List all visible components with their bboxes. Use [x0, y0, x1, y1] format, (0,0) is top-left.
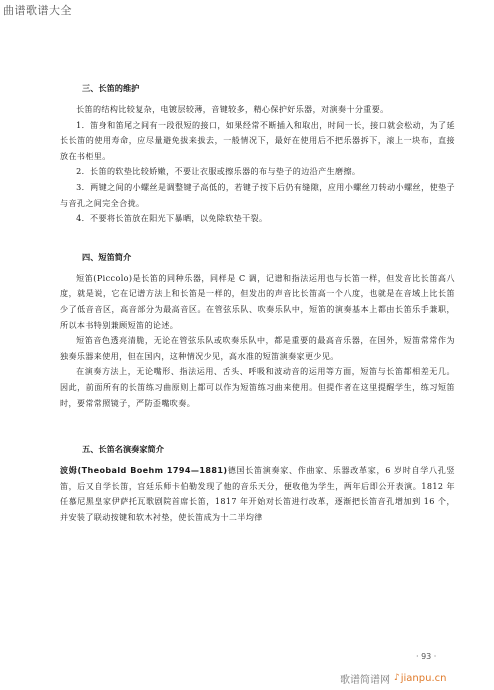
section-performers	[60, 443, 455, 525]
paragraph: 4．不要将长笛放在阳光下暴晒，以免除软垫干裂。	[76, 214, 268, 224]
section-heading: 三、长笛的维护	[82, 83, 140, 93]
watermark-url: jianpu.cn	[400, 672, 447, 684]
page-number: · 93 ·	[416, 652, 437, 661]
paragraph	[60, 463, 455, 525]
paragraph: 2．长笛的软垫比较娇嫩，不要让衣服或擦乐器的布与垫子的边沿产生磨擦。	[76, 167, 361, 177]
paragraph: 在演奏方法上，无论嘴形、指法运用、舌头、呼吸和波动音的运用等方面，短笛与长笛都相差无几。因此，前面所有的长笛练习曲原则上都可以作为短笛练习曲来使用。但提作者在这里提醒学生，练习短笛时，要常常照镜子，严防歪嘴吹奏。	[60, 367, 455, 408]
paragraph: 短笛(Piccolo)是长笛的同种乐器，同样是 C 调，记谱和指法运用也与长笛一样，但发音比长笛高八度，就是说，它在记谱方法上和长笛是一样的，但发出的声音比长笛高一个八度，也就是在音域上比长笛少了低音音区，高音部分为最高音区。在管弦乐队、吹奏乐队中，短笛的演奏基本上都由长笛乐手兼职，所以本书特别兼顾短笛的论述。	[60, 273, 455, 330]
paragraph: 3．两键之间的小螺丝是调整键子高低的，若键子按下后仍有缝隙，应用小螺丝刀转动小螺丝，使垫子与音孔之间完全合拢。	[60, 182, 455, 208]
paragraph: 长笛的结构比较复杂，电镀层较薄，音键较多，精心保护好乐器，对演奏十分重要。	[76, 105, 389, 114]
section-piccolo	[60, 251, 455, 411]
page-content	[60, 82, 455, 525]
performer-bio: 德国长笛演奏家、作曲家、乐器改革家，6 岁时自学八孔竖笛，后又自学长笛，宫廷乐师卡伯勒发现了他的音乐天分，便收他为学生，两年后即公开表演。1812 年任慕尼黑皇家伊萨托瓦歌剧院首席长笛，1817 年开始对长笛进行改革，逐渐把长笛音孔增加到 16 个，并安装了联动按键和软木衬垫，使长笛成为十二半均律	[60, 466, 455, 522]
watermark-text: 歌谱简谱网	[340, 674, 390, 686]
site-logo: 曲谱歌谱大全	[3, 4, 72, 17]
section-heading: 四、短笛简介	[82, 251, 132, 262]
music-note-icon: ♪	[394, 673, 400, 683]
paragraph: 1．笛身和笛尾之间有一段很短的接口，如果经常不断插入和取出，时间一长，接口就会松动，为了延长长笛的使用寿命，应尽量避免拔来拔去，一般情况下，最好在使用后不把乐器拆下，滚上一块布，直接放在书柜里。	[60, 120, 455, 161]
performer-name: 波姆(Theobald Boehm 1794—1881)	[60, 466, 228, 476]
watermark	[340, 670, 490, 686]
section-heading: 五、长笛名演奏家简介	[82, 444, 164, 455]
section-maintenance	[60, 82, 455, 227]
paragraph: 短笛音色透亮清脆，无论在管弦乐队或吹奏乐队中，都是重要的最高音乐器，在国外，短笛常常作为独奏乐器来使用，但在国内，这种情况少见，高水准的短笛演奏家更少见。	[60, 336, 455, 361]
